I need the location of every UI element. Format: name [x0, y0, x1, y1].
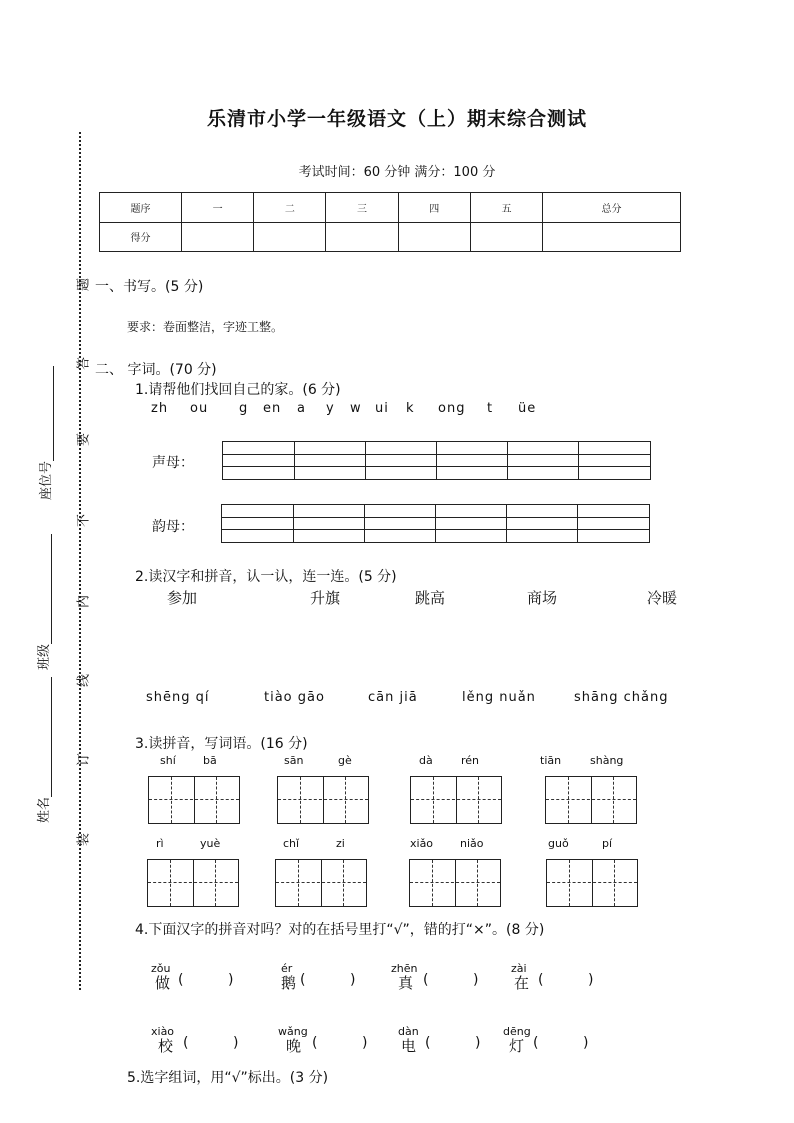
binding-dotted-line [79, 132, 81, 990]
answer-parentheses[interactable]: ( ) [178, 972, 234, 988]
match-pinyin[interactable]: shēng qí [146, 690, 210, 705]
margin-char: 线 [76, 674, 92, 688]
class-blank[interactable] [37, 534, 52, 644]
q3-pinyin: niǎo [460, 837, 484, 850]
q4-pinyin: zǒu [151, 962, 171, 975]
q4-char: 校 [158, 1037, 174, 1055]
score-header-cell: 总分 [543, 193, 681, 223]
score-cell[interactable] [543, 222, 681, 252]
q3-pinyin: zi [336, 837, 345, 850]
margin-char: 要 [76, 433, 92, 447]
syllable: w [350, 401, 362, 416]
q4-char: 在 [514, 974, 530, 992]
syllable: üe [518, 401, 537, 416]
tian-grid-box[interactable] [545, 776, 637, 824]
q3-pinyin: tiān [540, 754, 562, 767]
syllable: ong [438, 401, 466, 416]
q3-pinyin: bā [203, 754, 217, 767]
margin-char: 答 [76, 357, 92, 371]
tian-grid-box[interactable] [546, 859, 638, 907]
match-word[interactable]: 跳高 [415, 589, 446, 607]
match-pinyin[interactable]: cān jiā [368, 690, 418, 705]
q4-pinyin: zài [511, 962, 527, 975]
q4-pinyin: dēng [503, 1025, 531, 1038]
answer-parentheses[interactable]: ( ) [533, 1035, 589, 1051]
tian-grid-box[interactable] [275, 859, 367, 907]
class-label: 班级 [37, 643, 52, 670]
score-header-cell: 一 [182, 193, 254, 223]
syllable: ui [375, 401, 389, 416]
shengmu-writing-grid[interactable] [222, 441, 651, 480]
score-header-cell: 题序 [100, 193, 182, 223]
shengmu-label: 声母： [152, 455, 194, 471]
class-field [33, 500, 53, 670]
q3-pinyin: guǒ [548, 837, 569, 850]
q4-pinyin: ér [281, 962, 293, 975]
tian-grid-box[interactable] [410, 776, 502, 824]
score-cell[interactable] [398, 222, 470, 252]
seat-number-field [35, 320, 55, 500]
q3-pinyin: sān [284, 754, 304, 767]
q4-char: 鹅 [281, 974, 297, 992]
q5-title: 5.选字组词，用“√”标出。(3 分) [127, 1070, 329, 1086]
match-pinyin[interactable]: lěng nuǎn [462, 690, 536, 705]
q3-pinyin: chǐ [283, 837, 300, 850]
score-cell[interactable] [254, 222, 326, 252]
tian-grid-box[interactable] [277, 776, 369, 824]
match-word[interactable]: 商场 [527, 589, 558, 607]
q3-pinyin: shí [160, 754, 176, 767]
q4-char: 做 [155, 974, 171, 992]
q4-pinyin: xiào [151, 1025, 175, 1038]
score-header-cell: 三 [326, 193, 398, 223]
q3-pinyin: dà [419, 754, 433, 767]
q4-title: 4.下面汉字的拼音对吗？对的在括号里打“√”，错的打“×”。(8 分) [135, 922, 545, 938]
syllable: y [326, 401, 335, 416]
q3-pinyin: rén [461, 754, 480, 767]
match-pinyin[interactable]: shāng chǎng [574, 690, 669, 705]
syllable: en [263, 401, 282, 416]
name-field [33, 653, 53, 823]
q3-pinyin: yuè [200, 837, 221, 850]
score-cell[interactable] [470, 222, 542, 252]
q3-pinyin: gè [338, 754, 352, 767]
tian-grid-box[interactable] [148, 776, 240, 824]
q4-char: 灯 [509, 1037, 525, 1055]
syllable: g [239, 401, 249, 416]
name-blank[interactable] [37, 677, 52, 797]
yunmu-label: 韵母： [152, 519, 194, 535]
section2-heading: 二、 字词。(70 分) [95, 362, 217, 378]
q2-title: 2.读汉字和拼音，认一认，连一连。(5 分) [135, 569, 397, 585]
score-table-header-row [100, 193, 681, 223]
margin-char: 装 [76, 833, 92, 847]
tian-grid-box[interactable] [409, 859, 501, 907]
syllable: t [487, 401, 494, 416]
q4-char: 晚 [286, 1037, 302, 1055]
match-pinyin[interactable]: tiào gāo [264, 690, 325, 705]
score-row-label: 得分 [100, 222, 182, 252]
q4-pinyin: zhēn [391, 962, 418, 975]
q1-title: 1.请帮他们找回自己的家。(6 分) [135, 382, 341, 398]
q3-pinyin: xiǎo [410, 837, 434, 850]
syllable: zh [151, 401, 169, 416]
match-word[interactable]: 升旗 [310, 589, 341, 607]
name-label: 姓名 [37, 796, 52, 823]
q4-char: 真 [398, 974, 414, 992]
score-cell[interactable] [326, 222, 398, 252]
syllable: ou [190, 401, 209, 416]
seat-number-blank[interactable] [39, 366, 54, 461]
q4-pinyin: wǎng [278, 1025, 308, 1038]
score-table [99, 192, 681, 252]
tian-grid-box[interactable] [147, 859, 239, 907]
q4-pinyin: dàn [398, 1025, 419, 1038]
score-header-cell: 五 [470, 193, 542, 223]
margin-char: 内 [76, 595, 92, 609]
match-word[interactable]: 冷暖 [647, 589, 678, 607]
section1-heading: 一、书写。(5 分) [95, 279, 204, 295]
answer-parentheses[interactable]: ( ) [183, 1035, 239, 1051]
score-table-score-row [100, 222, 681, 252]
q3-title: 3.读拼音，写词语。(16 分) [135, 736, 308, 752]
answer-parentheses[interactable]: ( ) [538, 972, 594, 988]
exam-subtitle: 考试时间：60 分钟 满分：100 分 [298, 165, 496, 180]
score-cell[interactable] [182, 222, 254, 252]
margin-char: 题 [76, 278, 92, 292]
answer-parentheses[interactable]: ( ) [425, 1035, 481, 1051]
q3-pinyin: shàng [590, 754, 624, 767]
syllable: a [297, 401, 306, 416]
score-header-cell: 二 [254, 193, 326, 223]
margin-char: 不 [76, 514, 92, 528]
margin-char: 订 [76, 753, 92, 767]
score-header-cell: 四 [398, 193, 470, 223]
answer-parentheses[interactable]: ( ) [300, 972, 356, 988]
syllable: k [406, 401, 415, 416]
match-word[interactable]: 参加 [167, 589, 198, 607]
exam-title: 乐清市小学一年级语文（上）期末综合测试 [206, 108, 587, 130]
seat-number-label: 座位号 [39, 460, 54, 500]
q3-pinyin: rì [156, 837, 164, 850]
yunmu-writing-grid[interactable] [221, 504, 650, 543]
q3-pinyin: pí [602, 837, 613, 850]
answer-parentheses[interactable]: ( ) [423, 972, 479, 988]
q4-char: 电 [401, 1037, 417, 1055]
answer-parentheses[interactable]: ( ) [312, 1035, 368, 1051]
section1-requirement: 要求：卷面整洁，字迹工整。 [127, 320, 284, 334]
